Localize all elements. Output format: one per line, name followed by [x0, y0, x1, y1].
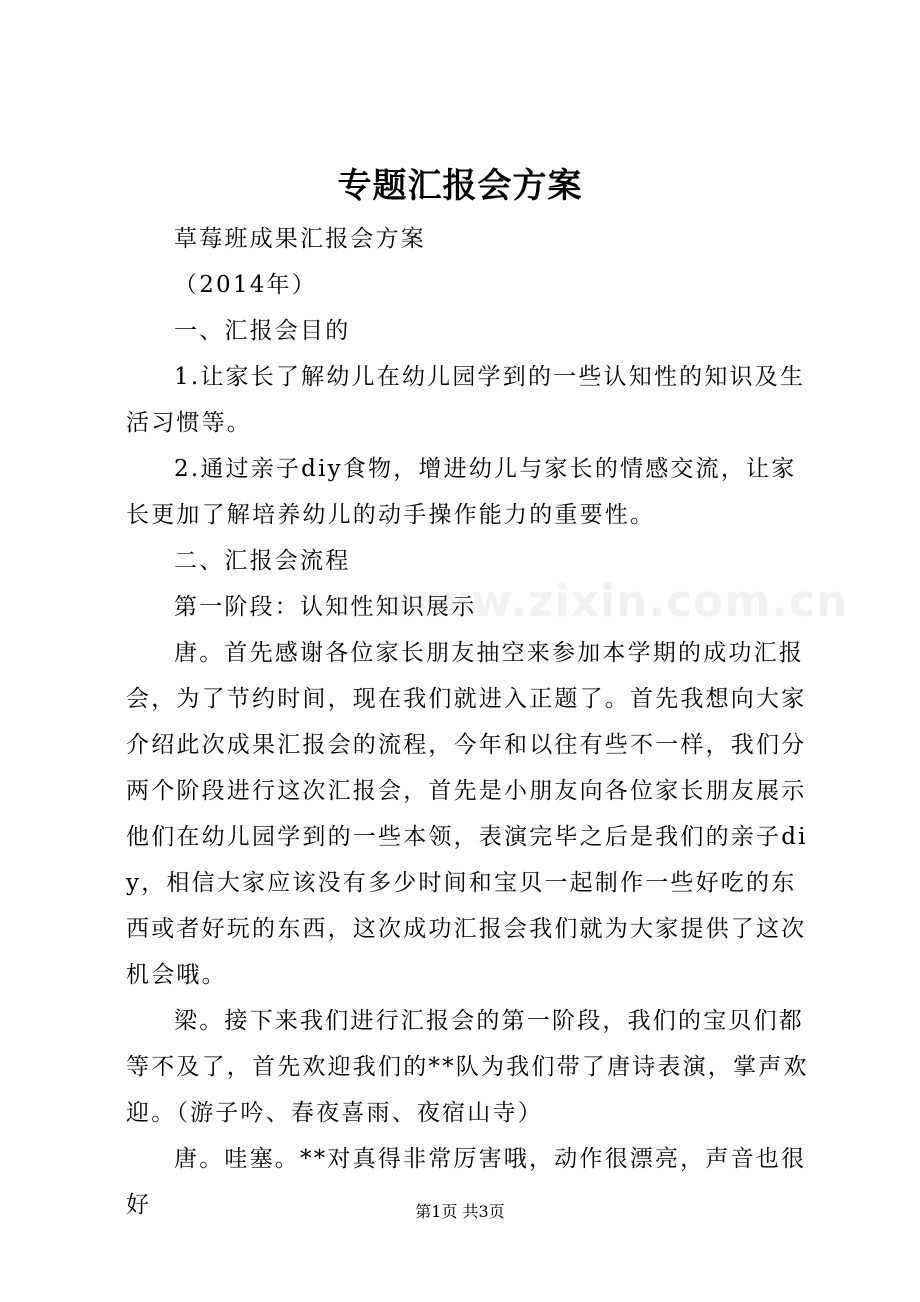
page-footer: 第1页 共3页	[415, 1202, 505, 1221]
paragraph-stage-1: 第一阶段：认知性知识展示	[174, 594, 477, 620]
paragraph-section-2: 二、汇报会流程	[174, 548, 351, 574]
watermark: www.zixin.com.cn	[388, 576, 849, 627]
paragraph-year: （2014年）	[174, 272, 317, 298]
paragraph-section-1: 一、汇报会目的	[174, 318, 351, 344]
document-title: 专题汇报会方案	[337, 166, 583, 206]
paragraph-subtitle: 草莓班成果汇报会方案	[174, 226, 426, 252]
paragraph-goal-1: 1.让家长了解幼儿在幼儿园学到的一些认知性的知识及生活习惯等。	[126, 364, 806, 436]
paragraph-speech-tang-2: 唐。哇塞。**对真得非常厉害哦，动作很漂亮，声音也很好	[126, 1146, 807, 1218]
document-body	[126, 216, 816, 1228]
paragraph-speech-tang-1: 唐。首先感谢各位家长朋友抽空来参加本学期的成功汇报会，为了节约时间，现在我们就进入正题了。首先我想向大家介绍此次成果汇报会的流程，今年和以往有些不一样，我们分两个阶段进行这次汇报会，首先是小朋友向各位家长朋友展示他们在幼儿园学到的一些本领，表演完毕之后是我们的亲子diy，相信大家应该没有多少时间和宝贝一起制作一些好吃的东西或者好玩的东西，这次成功汇报会我们就为大家提供了这次机会哦。	[126, 640, 808, 988]
paragraph-speech-liang: 梁。接下来我们进行汇报会的第一阶段，我们的宝贝们都等不及了，首先欢迎我们的**队为我们带了唐诗表演，掌声欢迎。（游子吟、春夜喜雨、夜宿山寺）	[126, 1008, 809, 1126]
paragraph-goal-2: 2.通过亲子diy食物，增进幼儿与家长的情感交流，让家长更加了解培养幼儿的动手操作能力的重要性。	[126, 456, 797, 528]
